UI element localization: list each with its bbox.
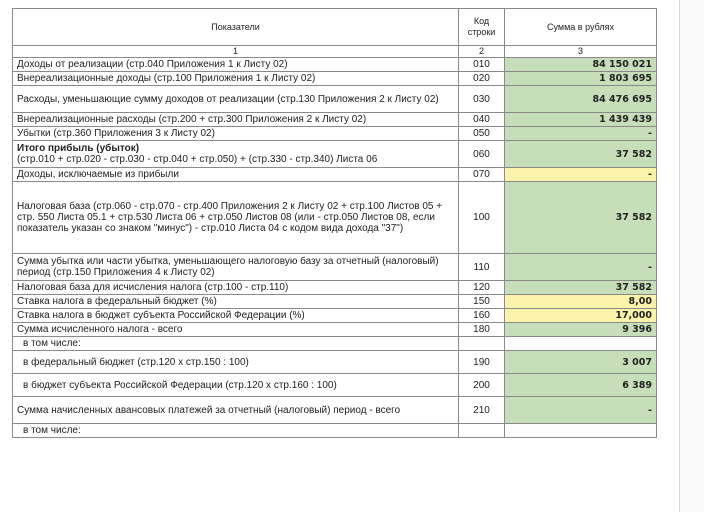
row-value-cell: 1 803 695 [505,72,657,86]
row-value-cell: 6 389 [505,374,657,397]
row-label-text: в федеральный бюджет (стр.120 х стр.150 : 100) [23,356,249,368]
row-value-cell [505,424,657,438]
row-value-cell: 37 582 [505,182,657,254]
table-row [13,72,657,86]
table-row [13,309,657,323]
row-label-text: Сумма убытка или части убытка, уменьшающего налоговую базу за отчетный (налоговый) период (стр.150 Приложения 4 к Листу 02) [17,256,439,278]
column-number-sum: 3 [505,46,657,58]
row-label [13,113,459,127]
row-value-cell: - [505,127,657,141]
row-code: 200 [459,374,505,397]
row-code: 210 [459,397,505,424]
row-label [13,351,459,374]
row-label-title: Итого прибыль (убыток) [17,143,140,154]
table-row [13,424,657,438]
row-label-text: в бюджет субъекта Российской Федерации (стр.120 х стр.160 : 100) [23,379,337,391]
table-row [13,141,657,168]
tax-report-table [12,8,657,438]
table-row [13,397,657,424]
row-label-text: (стр.010 + стр.020 - стр.030 - стр.040 + стр.050) + (стр.330 - стр.340) Листа 06 [17,154,378,165]
row-label [13,127,459,141]
row-label-text: Расходы, уменьшающие сумму доходов от реализации (стр.130 Приложения 2 к Листу 02) [17,93,439,105]
row-code: 160 [459,309,505,323]
row-value-cell: 37 582 [505,141,657,168]
table-header-row [13,9,657,46]
row-label [13,254,459,281]
row-label [13,424,459,438]
row-label-text: Ставка налога в федеральный бюджет (%) [17,296,217,307]
table-row [13,168,657,182]
row-label-text: Ставка налога в бюджет субъекта Российской Федерации (%) [17,310,305,321]
row-label [13,72,459,86]
row-label-text: Внереализационные расходы (стр.200 + стр.300 Приложения 2 к Листу 02) [17,114,367,125]
row-label-text: Убытки (стр.360 Приложения 3 к Листу 02) [17,128,215,139]
row-label-text: Доходы от реализации (стр.040 Приложения 1 к Листу 02) [17,59,288,70]
row-value-cell: 3 007 [505,351,657,374]
row-label [13,309,459,323]
row-label [13,182,459,254]
row-label [13,168,459,182]
row-code: 120 [459,281,505,295]
table-row [13,337,657,351]
table-row [13,323,657,337]
row-value-cell: 84 150 021 [505,58,657,72]
table-row [13,86,657,113]
row-label-text: Доходы, исключаемые из прибыли [17,169,179,180]
row-code: 040 [459,113,505,127]
column-number-code: 2 [459,46,505,58]
row-value-cell[interactable]: - [505,168,657,182]
row-label [13,141,459,168]
row-label-text: Налоговая база (стр.060 - стр.070 - стр.400 Приложения 2 к Листу 02 + стр.100 Листов 05 + стр. 550 Листа 05.1 + стр.530 Листа 06 + стр.050 Листов 08 (или - стр.050 Листов 08, если показатель указан со знаком "минус") - стр.010 Листа 04 с кодом вида дохода "37") [17,201,443,234]
row-code: 010 [459,58,505,72]
row-code: 070 [459,168,505,182]
table-row [13,254,657,281]
row-code: 060 [459,141,505,168]
row-value-cell[interactable]: 17,000 [505,309,657,323]
row-code: 100 [459,182,505,254]
table-row [13,351,657,374]
row-label [13,337,459,351]
table-row [13,374,657,397]
row-value-cell: - [505,397,657,424]
row-code [459,424,505,438]
row-code: 190 [459,351,505,374]
row-value-cell: 9 396 [505,323,657,337]
column-number-row [13,46,657,58]
row-label [13,374,459,397]
row-code: 030 [459,86,505,113]
table-body [13,58,657,438]
right-panel-edge [679,0,704,512]
row-code: 110 [459,254,505,281]
row-label [13,397,459,424]
table-row [13,182,657,254]
row-value-cell: 1 439 439 [505,113,657,127]
table-row [13,58,657,72]
row-value-cell: 37 582 [505,281,657,295]
row-value-cell: 84 476 695 [505,86,657,113]
row-value-cell: - [505,254,657,281]
table-row [13,295,657,309]
row-label-text: Внереализационные доходы (стр.100 Приложения 1 к Листу 02) [17,73,316,84]
row-label [13,86,459,113]
row-label [13,323,459,337]
column-header-name: Показатели [13,9,459,46]
row-label [13,281,459,295]
column-header-code: Код строки [459,9,505,46]
row-label [13,295,459,309]
row-label [13,58,459,72]
row-value-cell [505,337,657,351]
row-value-cell[interactable]: 8,00 [505,295,657,309]
table-row [13,113,657,127]
column-number-name: 1 [13,46,459,58]
column-header-sum: Сумма в рублях [505,9,657,46]
row-code: 180 [459,323,505,337]
row-label-text: Сумма исчисленного налога - всего [17,324,183,335]
table-row [13,281,657,295]
row-label-text: Сумма начисленных авансовых платежей за отчетный (налоговый) период - всего [17,404,401,416]
row-code: 050 [459,127,505,141]
row-label-text: в том числе: [23,338,81,349]
row-code: 020 [459,72,505,86]
row-code [459,337,505,351]
row-label-text: Налоговая база для исчисления налога (стр.100 - стр.110) [17,282,289,293]
row-label-text: в том числе: [23,425,81,436]
table-row [13,127,657,141]
row-code: 150 [459,295,505,309]
